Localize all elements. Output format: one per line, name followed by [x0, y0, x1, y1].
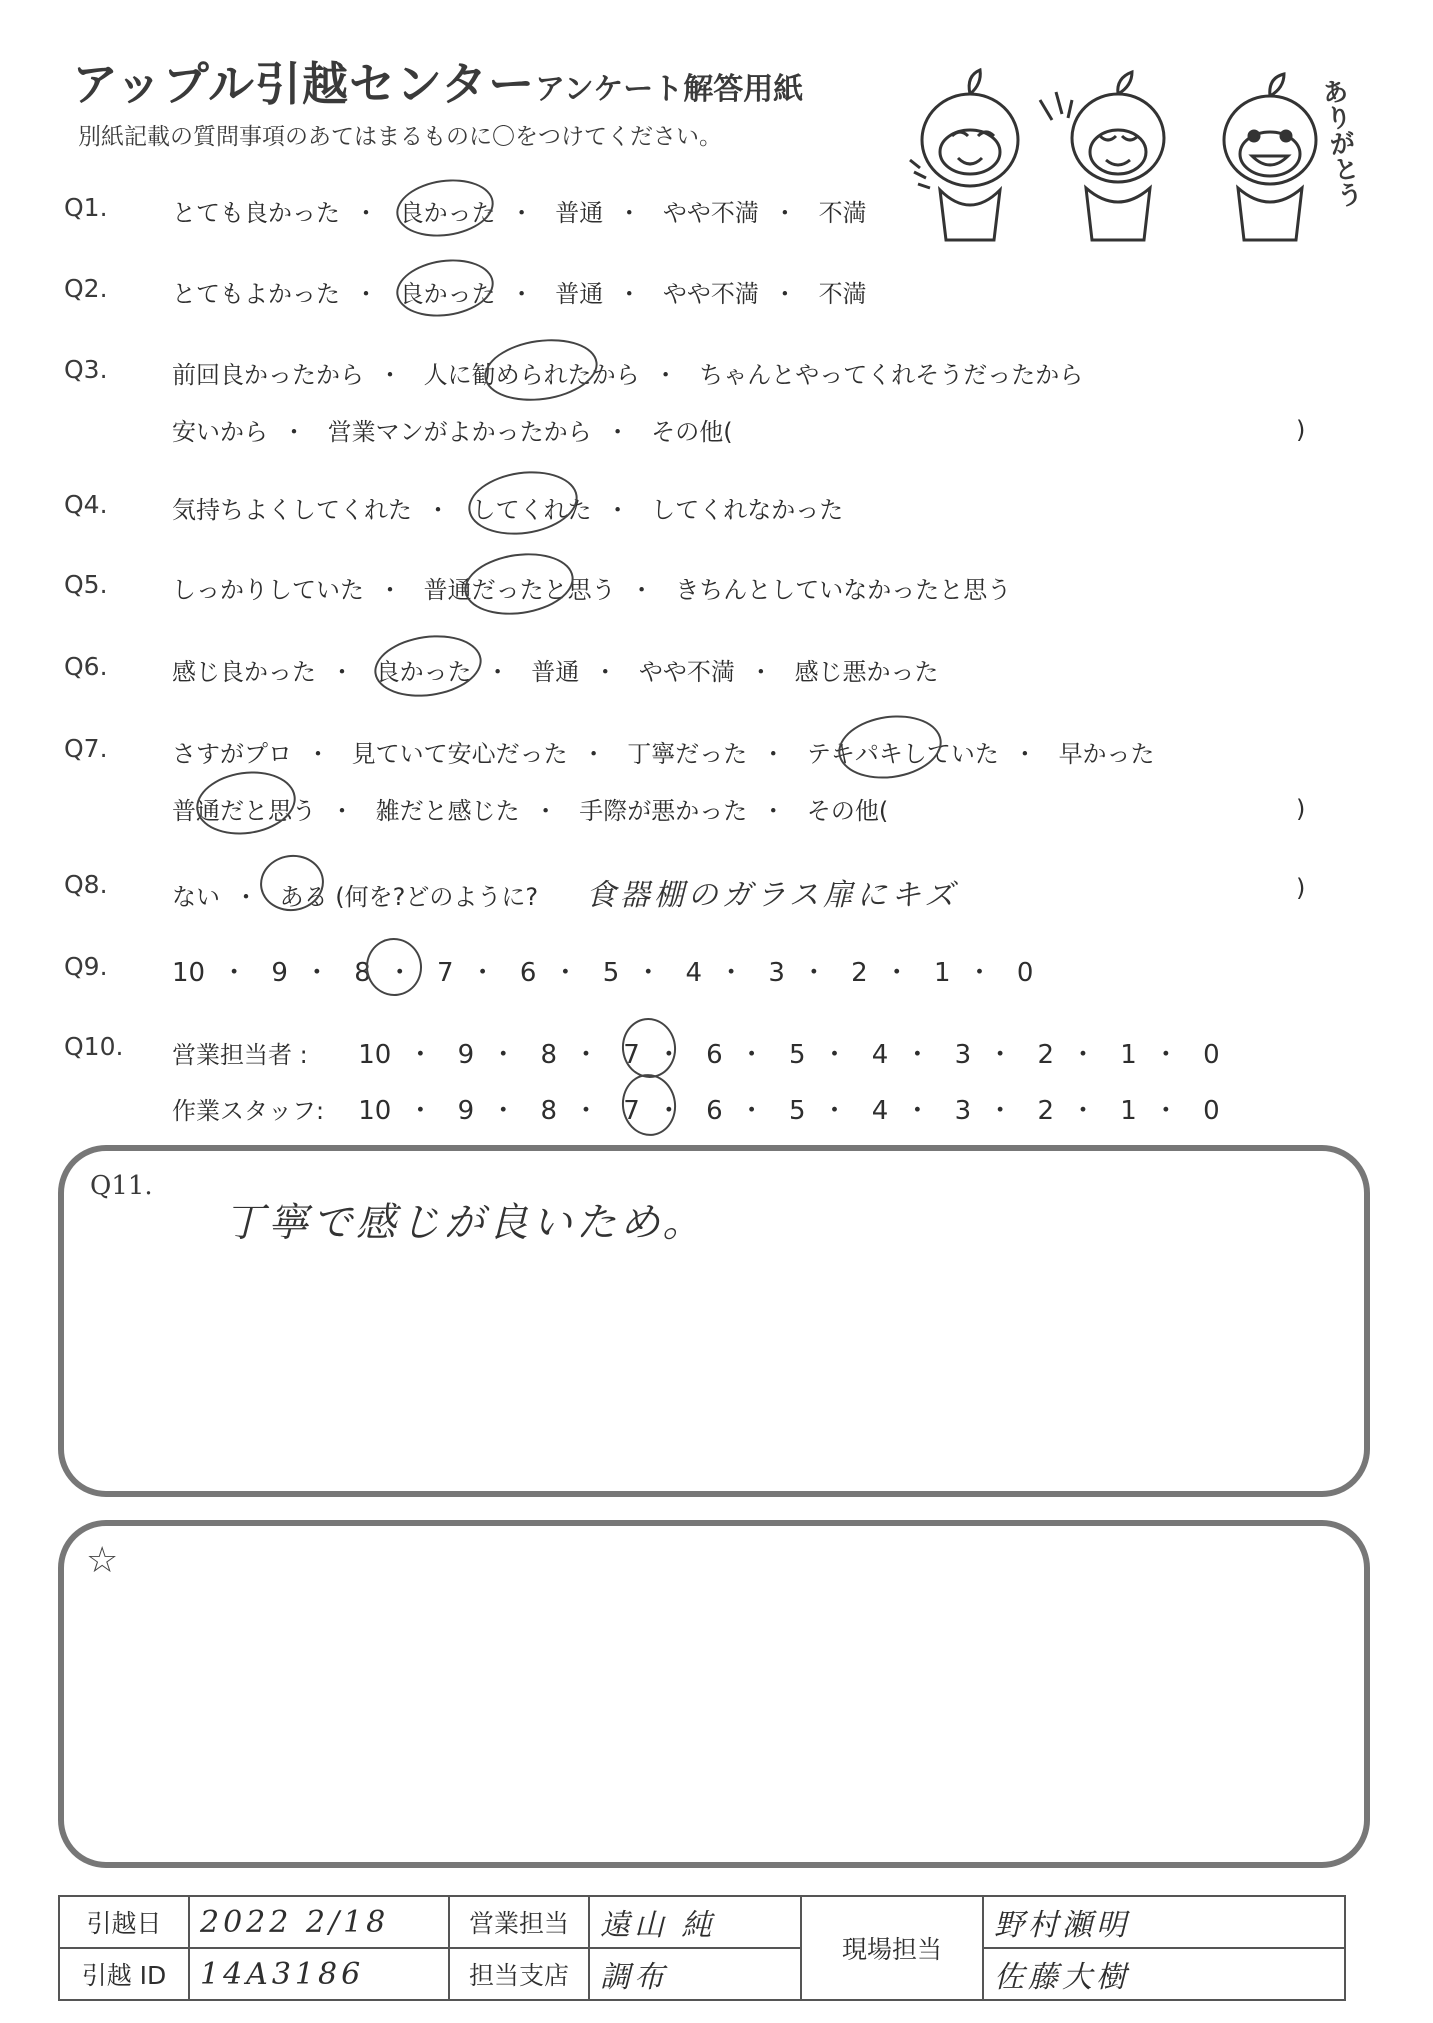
q2-options: とてもよかった ・ 良かった ・ 普通 ・ やや不満 ・ 不満: [172, 280, 867, 308]
q4-selection-circle: [464, 465, 582, 542]
q10-sales-3[interactable]: 3: [954, 1040, 972, 1070]
q1-label: Q1.: [64, 193, 108, 222]
q10-staff-0[interactable]: 0: [1203, 1096, 1220, 1126]
move-date-label: 引越日: [59, 1896, 189, 1948]
q10-staff-label: 作業スタッフ:: [172, 1097, 325, 1125]
q2-option-3[interactable]: 普通: [555, 280, 604, 308]
q7-option-2[interactable]: 見ていて安心だった: [351, 740, 568, 768]
q6-option-3[interactable]: 普通: [531, 658, 580, 686]
extra-comment-box[interactable]: [58, 1520, 1370, 1868]
q8-answer[interactable]: 食器棚のガラス扉にキズ: [585, 878, 959, 913]
q10-sales-6[interactable]: 6: [706, 1040, 723, 1070]
q9-scale: 10 ・ 9 ・ 8 ・ 7 ・ 6 ・ 5 ・ 4 ・ 3 ・ 2 ・ 1 ・ 0: [172, 958, 1034, 988]
move-info-table: [58, 1895, 1346, 2001]
q8-label: Q8.: [64, 870, 108, 899]
q9-value-6[interactable]: 6: [519, 958, 537, 988]
q10-sales-8[interactable]: 8: [540, 1040, 558, 1070]
move-id-value[interactable]: 14A3186: [189, 1948, 449, 2000]
q6-options: 感じ良かった ・ 良かった ・ 普通 ・ やや不満 ・ 感じ悪かった: [172, 658, 939, 686]
q9-value-8[interactable]: 8: [354, 958, 371, 988]
q7-paren-close: ): [1296, 795, 1306, 823]
q6-option-1[interactable]: 感じ良かった: [172, 658, 316, 686]
sales-rep-label: 営業担当: [449, 1896, 589, 1948]
q1-option-4[interactable]: やや不満: [662, 199, 759, 227]
q10-staff-10[interactable]: 10: [358, 1096, 392, 1126]
q9-value-7[interactable]: 7: [437, 958, 454, 988]
q10-staff-6[interactable]: 6: [706, 1096, 723, 1126]
q3-options-line2: 安いから ・ 営業マンがよかったから ・ その他(: [172, 418, 733, 446]
q7-option-7[interactable]: 雑だと感じた: [375, 797, 520, 825]
q4-option-2[interactable]: してくれた: [471, 496, 592, 524]
q7-option-3[interactable]: 丁寧だった: [627, 740, 748, 768]
q3-option-5[interactable]: 営業マンがよかったから: [327, 418, 592, 446]
q7-option-other[interactable]: その他(: [806, 797, 889, 825]
q4-options: 気持ちよくしてくれた ・ してくれた ・ してくれなかった: [172, 496, 844, 524]
q6-label: Q6.: [64, 652, 108, 681]
q9-value-10[interactable]: 10: [172, 958, 206, 988]
q10-staff-7[interactable]: 7: [623, 1096, 640, 1126]
q11-answer-box[interactable]: [58, 1145, 1370, 1497]
q6-selection-circle: [370, 629, 485, 703]
q8-option-yes[interactable]: ある: [279, 883, 328, 911]
q7-option-1[interactable]: さすがプロ: [172, 740, 292, 768]
q1-options: とても良かった ・ 良かった ・ 普通 ・ やや不満 ・ 不満: [172, 199, 867, 227]
sales-rep-value[interactable]: 遠山 純: [589, 1896, 801, 1948]
q1-option-2[interactable]: 良かった: [399, 199, 496, 227]
q10-staff-4[interactable]: 4: [871, 1096, 889, 1126]
q2-option-2[interactable]: 良かった: [399, 280, 496, 308]
q3-option-2[interactable]: 人に勧められたから: [423, 361, 640, 389]
company-title: アップル引越センター: [72, 57, 536, 111]
q2-label: Q2.: [64, 274, 108, 303]
q10-sales-0[interactable]: 0: [1203, 1040, 1220, 1070]
site-rep-label: 現場担当: [801, 1896, 983, 2000]
q9-value-4[interactable]: 4: [685, 958, 703, 988]
q10-sales-7[interactable]: 7: [623, 1040, 640, 1070]
q5-label: Q5.: [64, 570, 108, 599]
q5-option-1[interactable]: しっかりしていた: [172, 576, 364, 604]
q10-sales-5[interactable]: 5: [788, 1040, 806, 1070]
q7-selection-circle-1: [834, 709, 946, 785]
form-title: アンケート解答用紙: [535, 72, 804, 107]
q10-staff-scale: 作業スタッフ: 10 ・ 9 ・ 8 ・ 7 ・ 6 ・ 5 ・ 4 ・ 3 ・ 2 ・ 1 ・ 0: [172, 1090, 1220, 1127]
q6-option-2[interactable]: 良かった: [375, 658, 472, 686]
q10-staff-9[interactable]: 9: [457, 1096, 475, 1126]
q9-value-0[interactable]: 0: [1016, 958, 1034, 988]
q2-selection-circle: [393, 253, 498, 322]
q9-value-5[interactable]: 5: [602, 958, 620, 988]
q10-sales-1[interactable]: 1: [1120, 1040, 1137, 1070]
q10-sales-scale: 営業担当者 : 10 ・ 9 ・ 8 ・ 7 ・ 6 ・ 5 ・ 4 ・ 3 ・ 2 ・ 1 ・ 0: [172, 1034, 1220, 1071]
q8-options: ない ・ ある (何を?どのように? 食器棚のガラス扉にキズ: [172, 878, 959, 913]
q9-value-2[interactable]: 2: [851, 958, 868, 988]
q2-option-4[interactable]: やや不満: [662, 280, 759, 308]
q1-option-5[interactable]: 不満: [818, 199, 867, 227]
site-rep-2[interactable]: 佐藤大樹: [983, 1948, 1345, 2000]
q4-option-3[interactable]: してくれなかった: [651, 496, 844, 524]
move-id-label: 引越 ID: [59, 1948, 189, 2000]
q10-sales-4[interactable]: 4: [871, 1040, 889, 1070]
q10-sales-label: 営業担当者 :: [172, 1041, 308, 1069]
q5-option-2[interactable]: 普通だったと思う: [423, 576, 616, 604]
q7-option-4[interactable]: テキパキしていた: [806, 740, 999, 768]
q11-answer[interactable]: 丁寧で感じが良いため。: [224, 1200, 707, 1246]
q3-options-line1: 前回良かったから ・ 人に勧められたから ・ ちゃんとやってくれそうだったから: [172, 361, 1084, 389]
q8-prompt: (何を?どのように?: [335, 883, 539, 911]
move-date-value[interactable]: 2022 2/18: [189, 1896, 449, 1948]
q2-option-5[interactable]: 不満: [818, 280, 867, 308]
q1-option-1[interactable]: とても良かった: [172, 199, 340, 227]
branch-label: 担当支店: [449, 1948, 589, 2000]
q3-selection-circle: [480, 332, 601, 407]
q3-paren-close: ): [1296, 416, 1306, 444]
q9-value-9[interactable]: 9: [271, 958, 288, 988]
q3-option-1[interactable]: 前回良かったから: [172, 361, 364, 389]
q10-sales-selection-circle: [618, 1015, 680, 1082]
q11-label: Q11.: [90, 1171, 153, 1201]
monkey-mascot-icon: [900, 40, 1380, 250]
q5-option-3[interactable]: きちんとしていなかったと思う: [675, 576, 1012, 604]
q8-paren-close: ): [1296, 874, 1306, 902]
q9-value-1[interactable]: 1: [934, 958, 951, 988]
star-icon: ☆: [86, 1540, 119, 1581]
q2-option-1[interactable]: とてもよかった: [172, 280, 340, 308]
q7-option-8[interactable]: 手際が悪かった: [579, 797, 748, 825]
q3-label: Q3.: [64, 355, 108, 384]
site-rep-1[interactable]: 野村瀬明: [983, 1896, 1345, 1948]
q1-selection-circle: [393, 173, 498, 242]
q3-option-other[interactable]: その他(: [651, 418, 733, 446]
q7-option-6[interactable]: 普通だと思う: [172, 797, 316, 825]
q7-options-line1: さすがプロ ・ 見ていて安心だった ・ 丁寧だった ・ テキパキしていた ・ 早かった: [172, 740, 1155, 768]
q9-value-3[interactable]: 3: [768, 958, 785, 988]
q3-option-3[interactable]: ちゃんとやってくれそうだったから: [699, 361, 1084, 389]
q4-label: Q4.: [64, 490, 108, 519]
q7-selection-circle-2: [192, 765, 300, 840]
q7-option-5[interactable]: 早かった: [1058, 740, 1155, 768]
branch-value[interactable]: 調布: [589, 1948, 801, 2000]
q9-selection-circle: [362, 934, 426, 999]
thanks-text: ありがとう: [1316, 76, 1364, 210]
q1-option-3[interactable]: 普通: [555, 199, 604, 227]
q10-staff-3[interactable]: 3: [954, 1096, 972, 1126]
q10-staff-8[interactable]: 8: [540, 1096, 558, 1126]
q10-staff-5[interactable]: 5: [788, 1096, 806, 1126]
q10-sales-9[interactable]: 9: [457, 1040, 475, 1070]
q6-option-5[interactable]: 感じ悪かった: [794, 658, 939, 686]
q10-sales-2[interactable]: 2: [1037, 1040, 1054, 1070]
q9-label: Q9.: [64, 952, 108, 981]
q4-option-1[interactable]: 気持ちよくしてくれた: [172, 496, 412, 524]
q8-option-no[interactable]: ない: [172, 883, 220, 911]
q10-staff-selection-circle: [618, 1071, 680, 1140]
q7-options-line2: 普通だと思う ・ 雑だと感じた ・ 手際が悪かった ・ その他(: [172, 797, 889, 825]
q7-label: Q7.: [64, 734, 108, 763]
form-instruction: 別紙記載の質問事項のあてはまるものに〇をつけてください。: [78, 124, 722, 150]
q5-options: しっかりしていた ・ 普通だったと思う ・ きちんとしていなかったと思う: [172, 576, 1012, 604]
q6-option-4[interactable]: やや不満: [638, 658, 735, 686]
q10-sales-10[interactable]: 10: [358, 1040, 392, 1070]
q5-selection-circle: [460, 547, 577, 622]
q10-staff-2[interactable]: 2: [1037, 1096, 1054, 1126]
q10-staff-1[interactable]: 1: [1120, 1096, 1137, 1126]
q3-option-4[interactable]: 安いから: [172, 418, 268, 446]
q10-label: Q10.: [64, 1032, 124, 1061]
